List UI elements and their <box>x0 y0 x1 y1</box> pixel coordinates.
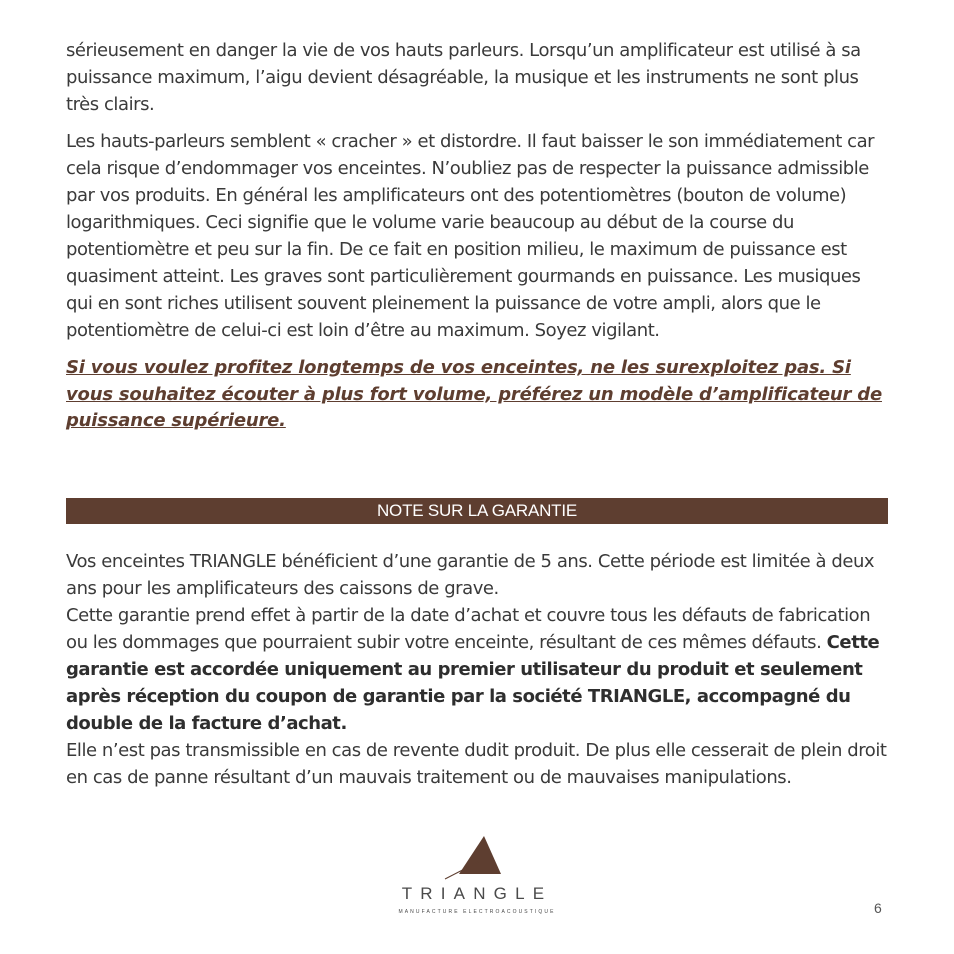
warranty-coverage-text: Cette garantie prend effet à partir de la date d’achat et couvre tous les défauts de fabrication ou les dommages que pourraient subir votre enceinte, résultant de ces mêmes défauts. <box>66 605 871 653</box>
warranty-section <box>66 548 888 791</box>
logo-tagline: MANUFACTURE ELECTROACOUSTIQUE <box>398 909 556 915</box>
warning-note: Si vous voulez profitez longtemps de vos enceintes, ne les surexploitez pas. Si vous souhaitez écouter à plus fort volume, préférez un modèle d’amplificateur de puissance supérieure. <box>66 357 882 431</box>
warranty-intro: Vos enceintes TRIANGLE bénéficient d’une garantie de 5 ans. Cette période est limitée à deux ans pour les amplificateurs des caissons de grave. <box>66 551 875 599</box>
warranty-conditions: Cette garantie est accordée uniquement au premier utilisateur du produit et seulement après réception du coupon de garantie par la société TRIANGLE, accompagné du double de la facture d’achat. <box>66 632 880 734</box>
top-section <box>66 37 888 435</box>
paragraph-amplifier-risk: sérieusement en danger la vie de vos hauts parleurs. Lorsqu’un amplificateur est utilisé à sa puissance maximum, l’aigu devient désagréable, la musique et les instruments ne sont plus très clairs. <box>66 40 861 115</box>
logo-wordmark: TRIANGLE <box>401 884 553 903</box>
page-number: 6 <box>874 900 882 916</box>
paragraph-distortion-advice: Les hauts-parleurs semblent « cracher » et distordre. Il faut baisser le son immédiatement car cela risque d’endommager vos enceintes. N’oubliez pas de respecter la puissance admissible par vos produits. En général les amplificateurs ont des potentiomètres (bouton de volume) logarithmiques. Ceci signifie que le volume varie beaucoup au début de la course du potentiomètre et peu sur la fin. De ce fait en position milieu, le maximum de puissance est quasiment atteint. Les graves sont particulièrement gourmands en puissance. Les musiques qui en sont riches utilisent souvent pleinement la puissance de votre ampli, alors que le potentiomètre de celui-ci est loin d’être au maximum. Soyez vigilant. <box>66 131 875 341</box>
warranty-coverage <box>66 602 888 737</box>
triangle-logo-icon <box>384 834 570 880</box>
warranty-exclusions: Elle n’est pas transmissible en cas de revente dudit produit. De plus elle cesserait de plein droit en cas de panne résultant d’un mauvais traitement ou de mauvaises manipulations. <box>66 740 887 788</box>
triangle-logo <box>384 834 570 920</box>
section-header-warranty: NOTE SUR LA GARANTIE <box>66 498 888 524</box>
